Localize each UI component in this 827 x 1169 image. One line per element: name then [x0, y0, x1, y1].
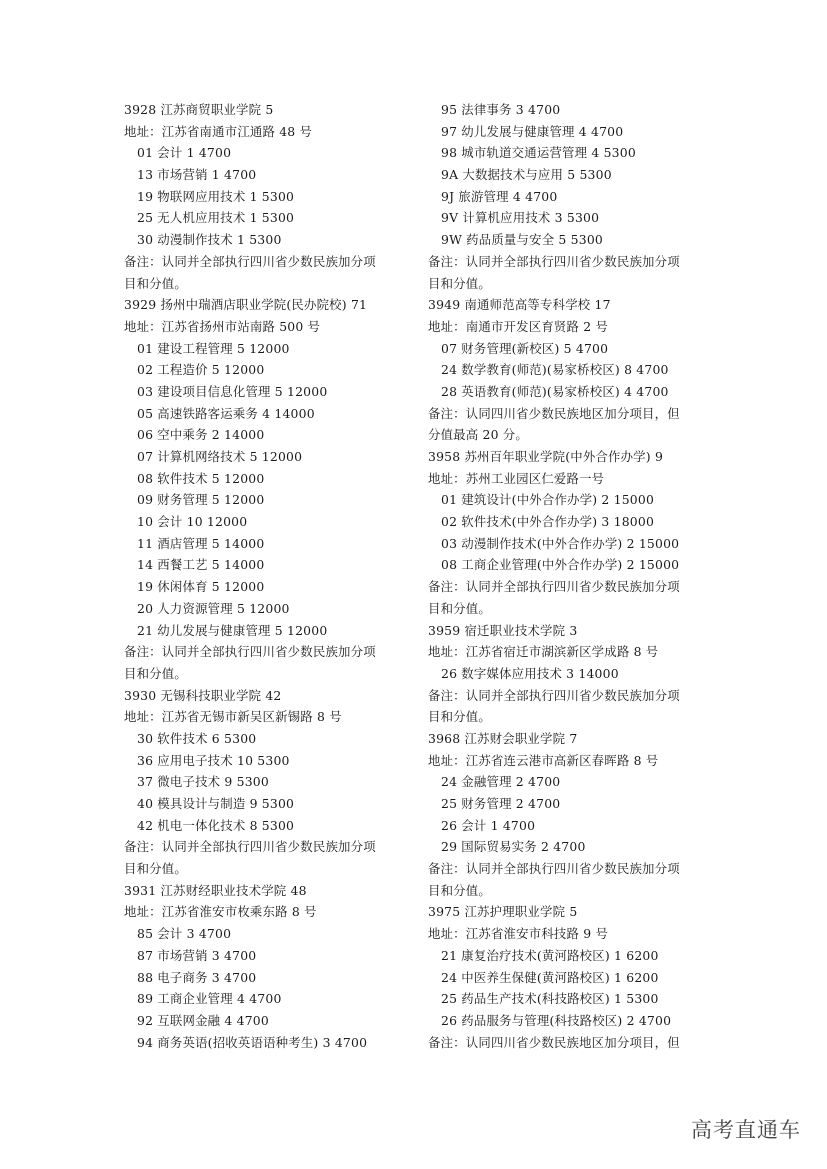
major-line: 28 英语教育(师范)(易家桥校区) 4 4700	[441, 383, 669, 399]
major-line: 88 电子商务 3 4700	[137, 969, 257, 985]
note-line: 备注：认同四川省少数民族地区加分项目，但	[428, 1034, 680, 1050]
note-line: 目和分值。	[124, 665, 187, 681]
note-line: 目和分值。	[124, 861, 187, 877]
major-line: 30 动漫制作技术 1 5300	[137, 232, 282, 248]
note-line: 备注：认同并全部执行四川省少数民族加分项	[428, 253, 680, 269]
address-line: 地址：江苏省无锡市新吴区新锡路 8 号	[124, 709, 342, 725]
note-line: 目和分值。	[124, 275, 187, 291]
major-line: 42 机电一体化技术 8 5300	[137, 817, 295, 833]
school-header-line: 3931 江苏财经职业技术学院 48	[124, 882, 307, 898]
major-line: 01 建筑设计(中外合作办学) 2 15000	[441, 492, 655, 508]
school-header-line: 3929 扬州中瑞酒店职业学院(民办院校) 71	[124, 297, 368, 313]
note-line: 备注：认同并全部执行四川省少数民族加分项	[124, 644, 376, 660]
school-header-line: 3975 江苏护理职业学院 5	[428, 904, 578, 920]
school-header-line: 3959 宿迁职业技术学院 3	[428, 622, 578, 638]
major-line: 95 法律事务 3 4700	[441, 102, 561, 117]
major-line: 03 建设项目信息化管理 5 12000	[137, 383, 328, 399]
major-line: 30 软件技术 6 5300	[137, 730, 257, 746]
major-line: 24 数学教育(师范)(易家桥校区) 8 4700	[441, 362, 669, 378]
major-line: 08 软件技术 5 12000	[137, 470, 265, 486]
note-line: 备注：认同并全部执行四川省少数民族加分项	[428, 687, 680, 703]
major-line: 26 数字媒体应用技术 3 14000	[441, 665, 619, 681]
major-line: 9J 旅游管理 4 4700	[441, 188, 558, 204]
major-line: 02 软件技术(中外合作办学) 3 18000	[441, 514, 655, 530]
major-line: 26 药品服务与管理(科技路校区) 2 4700	[441, 1012, 672, 1028]
school-header-line: 3930 无锡科技职业学院 42	[124, 687, 282, 703]
major-line: 89 工商企业管理 4 4700	[137, 991, 282, 1007]
note-line: 备注：认同四川省少数民族地区加分项目，但	[428, 405, 680, 421]
major-line: 07 财务管理(新校区) 5 4700	[441, 340, 609, 356]
major-line: 24 金融管理 2 4700	[441, 774, 561, 790]
address-line: 地址：江苏省扬州市站南路 500 号	[124, 318, 321, 334]
major-line: 05 高速铁路客运乘务 4 14000	[137, 405, 315, 421]
major-line: 02 工程造价 5 12000	[137, 362, 265, 378]
major-line: 19 休闲体育 5 12000	[137, 579, 265, 595]
major-line: 9A 大数据技术与应用 5 5300	[441, 167, 612, 183]
major-line: 10 会计 10 12000	[137, 514, 248, 530]
major-line: 25 无人机应用技术 1 5300	[137, 210, 295, 226]
major-line: 01 会计 1 4700	[137, 145, 232, 161]
major-line: 01 建设工程管理 5 12000	[137, 340, 290, 356]
watermark-text: 高考直通车	[691, 1118, 801, 1142]
school-header-line: 3949 南通师范高等专科学校 17	[428, 297, 611, 313]
major-line: 29 国际贸易实务 2 4700	[441, 839, 586, 855]
major-line: 25 财务管理 2 4700	[441, 796, 561, 811]
major-line: 11 酒店管理 5 14000	[137, 535, 265, 551]
major-line: 06 空中乘务 2 14000	[137, 427, 265, 443]
address-line: 地址：南通市开发区育贤路 2 号	[428, 318, 609, 334]
note-line: 备注：认同并全部执行四川省少数民族加分项	[428, 579, 680, 595]
left-column	[124, 99, 409, 1053]
major-line: 07 计算机网络技术 5 12000	[137, 449, 303, 464]
note-line: 备注：认同并全部执行四川省少数民族加分项	[124, 839, 376, 855]
major-line: 24 中医养生保健(黄河路校区) 1 6200	[441, 969, 659, 985]
note-line: 分值最高 20 分。	[428, 427, 528, 443]
address-line: 地址：江苏省淮安市枚乘东路 8 号	[124, 904, 317, 920]
right-column	[428, 99, 713, 1053]
note-line: 目和分值。	[428, 882, 491, 898]
major-line: 19 物联网应用技术 1 5300	[137, 188, 295, 204]
major-line: 97 幼儿发展与健康管理 4 4700	[441, 123, 624, 139]
major-line: 40 模具设计与制造 9 5300	[137, 796, 295, 811]
major-line: 87 市场营销 3 4700	[137, 947, 257, 963]
address-line: 地址：江苏省连云港市高新区春晖路 8 号	[428, 752, 659, 768]
major-line: 98 城市轨道交通运营管理 4 5300	[441, 145, 636, 161]
major-line: 85 会计 3 4700	[137, 926, 232, 942]
major-line: 14 西餐工艺 5 14000	[137, 557, 265, 573]
major-line: 09 财务管理 5 12000	[137, 492, 265, 508]
note-line: 备注：认同并全部执行四川省少数民族加分项	[124, 253, 376, 269]
address-line: 地址：江苏省淮安市科技路 9 号	[428, 926, 609, 942]
major-line: 03 动漫制作技术(中外合作办学) 2 15000	[441, 535, 680, 551]
major-line: 36 应用电子技术 10 5300	[137, 752, 290, 768]
major-line: 21 幼儿发展与健康管理 5 12000	[137, 622, 328, 638]
note-line: 备注：认同并全部执行四川省少数民族加分项	[428, 861, 680, 877]
address-line: 地址：江苏省南通市江通路 48 号	[124, 123, 313, 139]
major-line: 92 互联网金融 4 4700	[137, 1012, 269, 1028]
school-header-line: 3968 江苏财会职业学院 7	[428, 730, 578, 746]
major-line: 37 微电子技术 9 5300	[137, 774, 269, 790]
major-line: 25 药品生产技术(科技路校区) 1 5300	[441, 991, 659, 1007]
major-line: 08 工商企业管理(中外合作办学) 2 15000	[441, 557, 680, 573]
address-line: 地址：江苏省宿迁市湖滨新区学成路 8 号	[428, 644, 659, 660]
major-line: 26 会计 1 4700	[441, 817, 536, 833]
major-line: 94 商务英语(招收英语语种考生) 3 4700	[137, 1034, 368, 1050]
school-header-line: 3928 江苏商贸职业学院 5	[124, 102, 274, 117]
address-line: 地址：苏州工业园区仁爱路一号	[428, 470, 605, 486]
major-line: 9W 药品质量与安全 5 5300	[441, 232, 603, 248]
major-line: 13 市场营销 1 4700	[137, 167, 257, 183]
school-header-line: 3958 苏州百年职业学院(中外合作办学) 9	[428, 449, 664, 464]
major-line: 21 康复治疗技术(黄河路校区) 1 6200	[441, 947, 659, 963]
note-line: 目和分值。	[428, 709, 491, 725]
note-line: 目和分值。	[428, 275, 491, 291]
major-line: 9V 计算机应用技术 3 5300	[441, 210, 600, 226]
note-line: 目和分值。	[428, 600, 491, 616]
major-line: 20 人力资源管理 5 12000	[137, 600, 290, 616]
